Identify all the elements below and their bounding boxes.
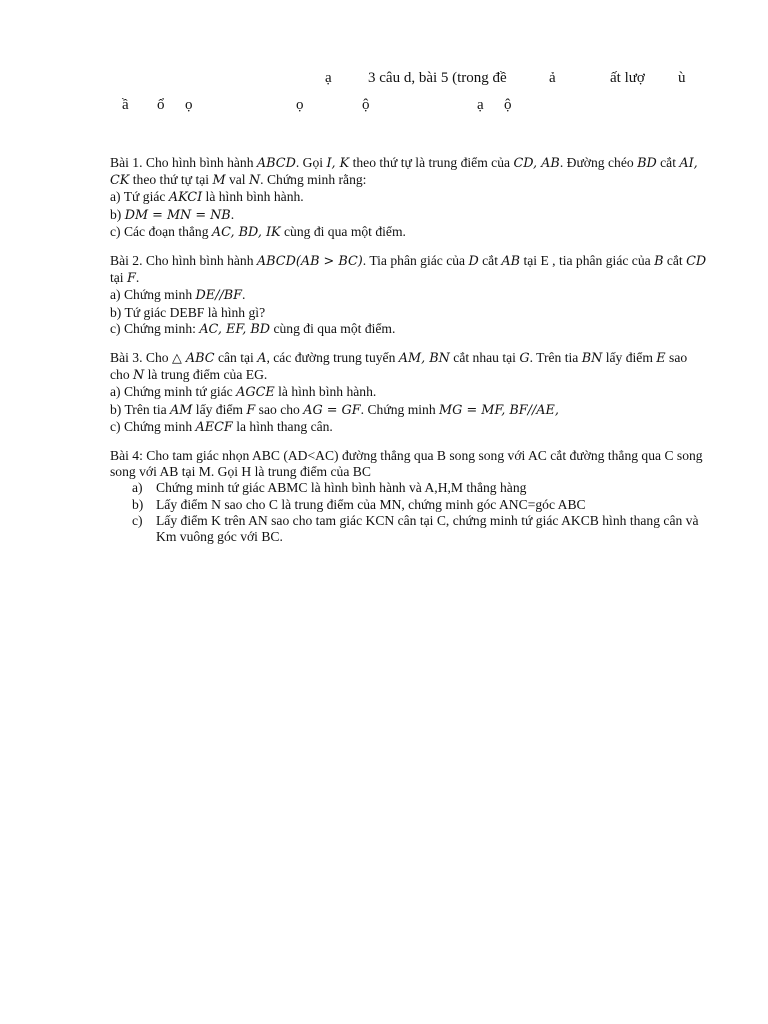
text-run: . Chứng minh rằng: [260,172,367,188]
list-item [132,480,710,496]
list-item-text: Chứng minh tứ giác ABMC là hình bình hành và A,H,M thẳng hàng [156,480,527,496]
math-expression: ABCD(AB > BC) [256,254,363,270]
header-fragment: ộ [504,97,512,113]
text-run: b) [110,206,125,222]
math-expression: M [212,173,226,189]
text-run: . Gọi [295,155,327,170]
text-run: c) Chứng minh: [110,320,200,336]
text-run: b) Trên tia [110,401,171,417]
problem-item [110,287,710,304]
math-expression: DM = MN = NB [124,207,231,223]
problem-title: Bài 4: [110,448,143,464]
problem-title: Bài 2. [110,253,143,269]
list-marker: b) [132,496,144,512]
math-expression: AM, BN [398,351,450,367]
problem-item [110,402,710,419]
problem-item [110,305,710,321]
text-run: c) Các đoạn thẳng [110,223,212,239]
text-run: cắt [663,253,687,269]
list-item-text: Lấy điểm K trên AN sao cho tam giác KCN cân tại C, chứng minh tứ giác AKCB hình thang cân và Km vuông góc với BC. [156,512,699,545]
text-run: Cho [142,350,172,366]
text-run: val [225,172,249,188]
text-run: sao cho [255,401,304,417]
text-run: cắt nhau tại [449,350,520,366]
math-expression: I, K [326,156,350,171]
text-run: . [135,270,140,286]
math-expression: AG = GF [303,402,361,418]
header-fragment: ọ [296,97,304,113]
problem-3 [110,350,710,436]
math-expression: N [248,173,261,189]
math-expression: F [246,402,256,418]
text-run: lấy điểm [192,401,247,417]
header-fragment: ất lượ [610,70,645,86]
math-expression: AECF [195,419,233,435]
text-run: b) Tứ giác DEBF là hình gì? [110,304,266,320]
text-run: theo thứ tự tại [129,172,213,188]
math-expression: △ ABC [171,351,215,367]
header-fragment: ả [549,70,556,86]
text-run: Cho tam giác nhọn ABC (AD<AC) đường thẳng qua B song song với AC cắt đường thẳng qua C song song với AB tại M. Gọi H là trung điểm của BC [110,448,703,480]
text-run: . Chứng minh [360,401,440,417]
math-expression: N [133,368,145,384]
text-run: là trung điểm của EG. [144,367,268,383]
math-expression: BD [637,156,657,171]
math-expression: MG = MF, BF//AE, [439,402,559,418]
text-run: cắt [478,253,502,269]
math-expression: ABCD [256,156,296,171]
problem-statement [110,155,710,189]
problem-item [110,189,710,206]
math-expression: AKCI [168,190,203,206]
math-expression: G [519,351,530,367]
math-expression: AGCE [236,385,275,401]
problem-title: Bài 1. [110,155,143,170]
math-expression: AI, CK [110,156,698,189]
text-run: sao cho [110,350,688,383]
text-run: lấy điểm [602,350,657,366]
list-marker: a) [132,480,143,496]
text-run: Cho hình bình hành [142,253,257,269]
header-fragment: ổ [157,97,165,113]
text-run: , các đường trung tuyến [266,350,399,366]
math-expression: CD, AB [513,156,560,171]
header-fragment: ạ [477,97,484,113]
math-expression: AC, BD, IK [211,224,281,240]
text-run: . Trên tia [529,350,582,366]
text-run: a) Chứng minh tứ giác [110,384,237,400]
list-item [132,512,710,545]
list-item [132,496,710,513]
problem-4 [110,448,710,545]
problem-statement [110,448,710,480]
text-run: tại [110,270,127,286]
problem-item-list [110,480,710,545]
text-run: . Tia phân giác của [362,253,469,269]
text-run: . [242,287,246,303]
text-run: là hình bình hành. [274,384,377,400]
math-expression: AB [501,254,521,270]
math-expression: AC, EF, BD [199,321,271,337]
math-expression: F [127,271,136,287]
header-fragment: ọ [185,97,193,113]
exercise-list [110,155,710,557]
header-fragment: ạ [325,70,332,86]
problem-item [110,224,710,241]
text-run: cùng đi qua một điểm. [280,223,406,239]
math-expression: AM [170,402,193,418]
text-run: là hình bình hành. [202,189,304,205]
header-fragment: ù [678,70,686,86]
problem-2 [110,253,710,338]
text-run: a) Tứ giác [110,189,169,205]
math-expression: A [257,351,267,367]
text-run: cắt [656,155,680,170]
math-expression: E [656,351,666,367]
text-run: cân tại [214,350,258,366]
header-fragment: 3 câu d, bài 5 (trong đề [368,70,507,86]
problem-item [110,321,710,338]
problem-statement [110,350,710,384]
list-item-text: Lấy điểm N sao cho C là trung điểm của MN, chứng minh góc ANC=góc ABC [156,496,586,512]
text-run: tại E , tia phân giác của [520,253,655,269]
math-expression: CD [686,254,707,270]
text-run: theo thứ tự là trung điểm của [349,155,514,170]
list-marker: c) [132,512,143,528]
math-expression: BN [581,351,603,367]
header-fragment: ầ [122,97,129,113]
text-run: a) Chứng minh [110,287,196,303]
text-run: la hình thang cân. [232,418,333,434]
text-run: c) Chứng minh [110,418,196,434]
math-expression: B [654,254,664,270]
problem-item [110,384,710,401]
problem-statement [110,253,710,287]
problem-item [110,419,710,436]
problem-1 [110,155,710,241]
text-run: . [230,206,235,222]
header-fragment: ộ [362,97,370,113]
math-expression: DE//BF [195,288,243,304]
problem-item [110,207,710,224]
problem-title: Bài 3. [110,350,143,366]
text-run: cùng đi qua một điểm. [270,320,396,336]
math-expression: D [468,254,479,270]
text-run: Cho hình bình hành [142,155,257,170]
text-run: . Đường chéo [559,155,638,170]
